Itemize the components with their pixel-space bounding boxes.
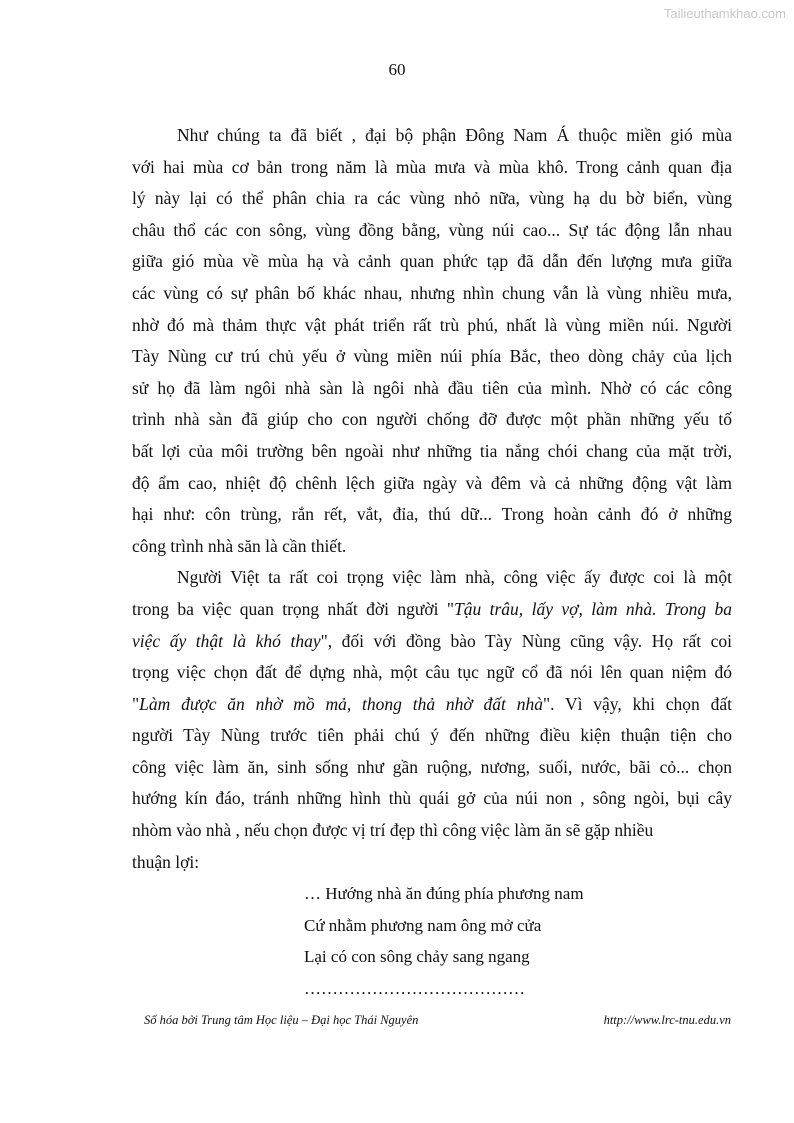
text-line: [132, 628, 732, 660]
text-line: trọng việc chọn đất để dựng nhà, một câu tục ngữ cổ đã nói lên quan niệm đó: [132, 662, 732, 683]
text-line: các vùng có sự phân bố khác nhau, nhưng nhìn chung vẫn là vùng nhiều mưa,: [132, 282, 732, 303]
poem-excerpt: [304, 882, 732, 1008]
poem-line: Lại có con sông chảy sang ngang: [304, 947, 530, 967]
watermark: Tailieuthamkhao.com: [663, 6, 786, 21]
text-line: [132, 596, 732, 628]
poem-line: …………………………………: [304, 979, 525, 999]
text-line: bất lợi của môi trường bên ngoài như những tia nắng chói chang của mặt trời,: [132, 440, 732, 461]
page-footer: [132, 1013, 732, 1028]
text-segment: trong ba việc quan trọng nhất đời người ": [132, 598, 454, 619]
poem-line: Cứ nhằm phương nam ông mở cửa: [304, 915, 542, 935]
text-segment: ": [132, 693, 140, 714]
text-line: độ ẩm cao, nhiệt độ chênh lệch giữa ngày và đêm và cả những động vật làm: [132, 472, 732, 493]
text-line: người Tày Nùng trước tiên phải chú ý đến những điều kiện thuận tiện cho: [132, 725, 732, 746]
text-segment: ". Vì vậy, khi chọn đất: [542, 693, 732, 714]
text-line: Người Việt ta rất coi trọng việc làm nhà, công việc ấy được coi là một: [177, 567, 732, 588]
text-line: [132, 691, 732, 723]
text-line: hướng kín đáo, tránh những hình thù quái gở của núi non , sông ngòi, bụi cây: [132, 788, 732, 809]
text-line: lý này lại có thể phân chia ra các vùng nhỏ nữa, vùng hạ du bờ biển, vùng: [132, 188, 732, 209]
text-line: công việc làm ăn, sinh sống như gần ruộng, nương, suối, nước, bãi cỏ... chọn: [132, 756, 732, 777]
footer-credit: Số hóa bởi Trung tâm Học liệu – Đại học Thái Nguyên: [144, 1013, 419, 1027]
text-line: Như chúng ta đã biết , đại bộ phận Đông Nam Á thuộc miền gió mùa: [177, 125, 732, 145]
text-line: công trình nhà săn là cần thiết.: [132, 535, 347, 556]
proverb-quote: Làm được ăn nhờ mồ mả, thong thả nhờ đất nhà: [139, 693, 543, 714]
page-body: [132, 122, 732, 1009]
text-line: với hai mùa cơ bản trong năm là mùa mưa và mùa khô. Trong cảnh quan địa: [132, 156, 732, 177]
proverb-quote: việc ấy thật là khó thay: [132, 630, 321, 651]
text-segment: ", đối với đồng bào Tày Nùng cũng vậy. Họ rất coi: [320, 630, 732, 651]
text-line: thuận lợi:: [132, 851, 200, 872]
poem-line: … Hướng nhà ăn đúng phía phương nam: [304, 884, 584, 904]
text-line: hại như: côn trùng, rắn rết, vắt, đỉa, thú dữ... Trong hoàn cảnh đó ở những: [132, 504, 732, 525]
text-line: sử họ đã làm ngôi nhà sàn là ngôi nhà đầu tiên của mình. Nhờ có các công: [132, 377, 732, 398]
footer-url: http://www.lrc-tnu.edu.vn: [603, 1013, 731, 1027]
paragraph-2: [132, 564, 732, 880]
text-line: giữa gió mùa về mùa hạ và cảnh quan phức tạp đã dẫn đến lượng mưa giữa: [132, 251, 732, 272]
text-line: châu thổ các con sông, vùng đồng bằng, vùng núi cao... Sự tác động lẫn nhau: [132, 219, 732, 240]
text-line: Tày Nùng cư trú chủ yếu ở vùng miền núi phía Bắc, theo dòng chảy của lịch: [132, 346, 732, 367]
text-line: trình nhà sàn đã giúp cho con người chống đỡ được một phần những yếu tố: [132, 409, 732, 430]
proverb-quote: Tậu trâu, lấy vợ, làm nhà. Trong ba: [454, 598, 732, 619]
paragraph-1: [132, 122, 732, 564]
text-line: nhòm vào nhà , nếu chọn được vị trí đẹp thì công việc làm ăn sẽ gặp nhiều: [132, 820, 654, 841]
text-line: nhờ đó mà thảm thực vật phát triển rất trù phú, nhất là vùng miền núi. Người: [132, 314, 732, 335]
page-number: 60: [388, 60, 406, 79]
